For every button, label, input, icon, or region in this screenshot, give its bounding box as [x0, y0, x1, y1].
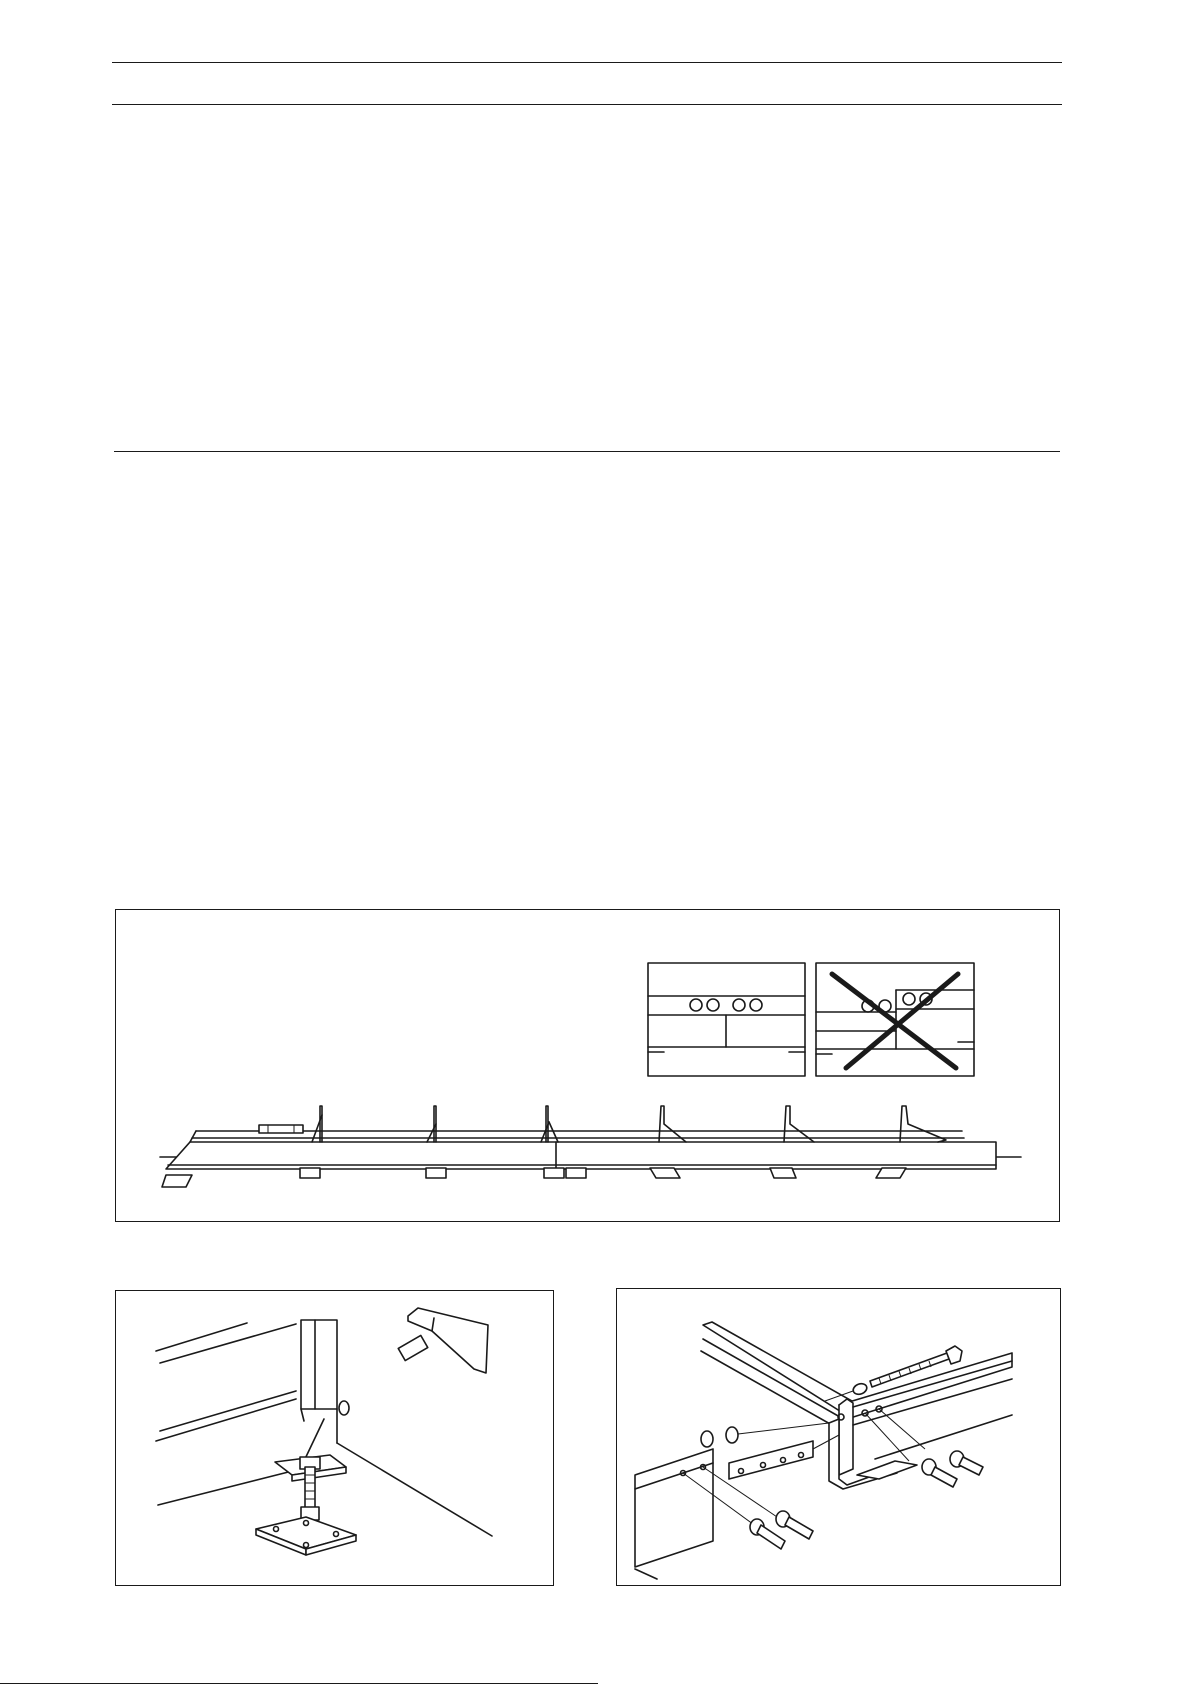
conveyor-frame-drawing: [160, 1106, 1021, 1187]
figure-leveling-foot: [115, 1290, 554, 1586]
aligned-joint-icon: [648, 963, 805, 1076]
leveling-foot-drawing: [116, 1291, 555, 1587]
header-rule-bottom: [112, 104, 1062, 105]
footer-rule: [0, 1683, 598, 1684]
splice-plate-drawing: [617, 1289, 1062, 1587]
figure-splice-plate: [616, 1288, 1061, 1586]
figure-conveyor-overview: [115, 909, 1060, 1222]
conveyor-overview-drawing: [116, 910, 1061, 1223]
header-rule-top: [112, 62, 1062, 63]
section-divider: [114, 451, 1060, 452]
misaligned-joint-crossed-icon: [816, 963, 974, 1076]
